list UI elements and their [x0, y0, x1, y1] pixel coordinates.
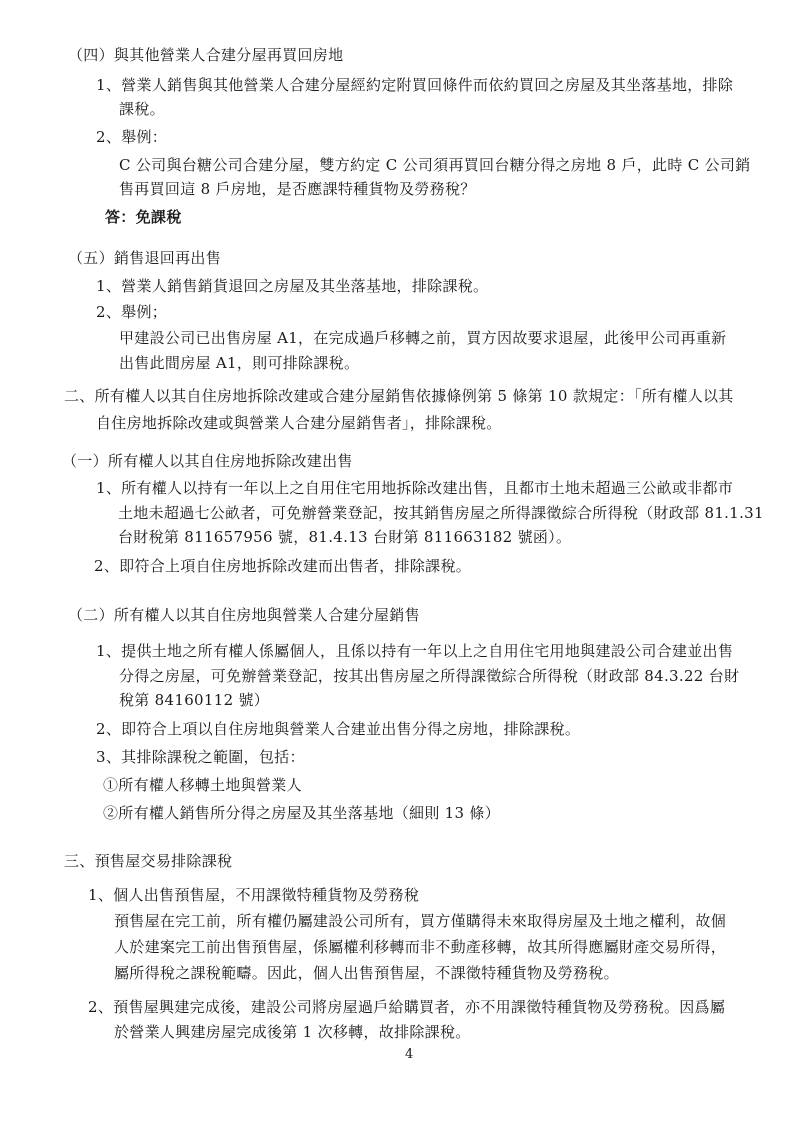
paragraph-line: 售再買回這 8 戶房地，是否應課特種貨物及勞務稅？ — [119, 180, 476, 198]
paragraph-line: 1、所有權人以持有一年以上之自用住宅用地拆除改建出售，且都市土地未超過三公畝或非都市 — [96, 479, 734, 497]
paragraph-line: 屬所得稅之課稅範疇。因此，個人出售預售屋，不課徵特種貨物及勞務稅。 — [114, 964, 619, 982]
paragraph-line: ②所有權人銷售所分得之房屋及其坐落基地（細則 13 條） — [103, 804, 501, 822]
paragraph-line: 課稅。 — [119, 100, 165, 118]
section-heading: （五）銷售退回再出售 — [68, 249, 222, 267]
paragraph-line: 稅第 84160112 號） — [119, 691, 270, 709]
list-item-label: 2、舉例： — [96, 128, 168, 146]
paragraph-line: 分得之房屋，可免辦營業登記，按其出售房屋之所得課徵綜合所得稅（財政部 84.3.22 台財 — [119, 667, 740, 685]
paragraph-line: 1、提供土地之所有權人係屬個人，且係以持有一年以上之自用住宅用地與建設公司合建並出售 — [96, 642, 734, 660]
paragraph-line: 土地未超過七公畝者，可免辦營業登記，按其銷售房屋之所得課徵綜合所得稅（財政部 81.1.31 — [118, 504, 764, 522]
section-heading: （二）所有權人以其自住房地與營業人合建分屋銷售 — [68, 606, 420, 624]
answer-text: 答：免課稅 — [105, 208, 182, 226]
paragraph-line: ①所有權人移轉土地與營業人 — [103, 776, 302, 794]
paragraph-line: 2、預售屋興建完成後，建設公司將房屋過戶給購買者，亦不用課徵特種貨物及勞務稅。因爲屬 — [88, 998, 726, 1016]
list-item-label: 2、舉例； — [96, 303, 168, 321]
paragraph-line: 自住房地拆除改建或與營業人合建分屋銷售者」，排除課稅。 — [96, 414, 502, 432]
paragraph-line: 2、即符合上項自住房地拆除改建而出售者，排除課稅。 — [94, 557, 472, 575]
main-section-heading: 二、所有權人以其自住房地拆除改建或合建分屋銷售依據條例第 5 條第 10 款規定：「所有權人以其 — [64, 387, 734, 405]
paragraph-line: 於營業人興建房屋完成後第 1 次移轉，故排除課稅。 — [114, 1023, 471, 1041]
paragraph-line: 1、營業人銷售銷貨退回之房屋及其坐落基地，排除課稅。 — [96, 277, 489, 295]
paragraph-line: 1、營業人銷售與其他營業人合建分屋經約定附買回條件而依約買回之房屋及其坐落基地，排除 — [96, 76, 734, 94]
paragraph-line: 3、其排除課稅之範圍，包括： — [96, 748, 305, 766]
paragraph-line: 甲建設公司已出售房屋 A1，在完成過戶移轉之前，買方因故要求退屋，此後甲公司再重新 — [119, 329, 727, 347]
paragraph-line: 預售屋在完工前，所有權仍屬建設公司所有，買方僅購得未來取得房屋及土地之權利，故個 — [114, 912, 727, 930]
page-number: 4 — [405, 1047, 414, 1062]
section-heading: （四）與其他營業人合建分屋再買回房地 — [68, 46, 344, 64]
section-heading: （一）所有權人以其自住房地拆除改建出售 — [62, 452, 353, 470]
paragraph-line: 人於建案完工前出售預售屋，係屬權利移轉而非不動產移轉，故其所得應屬財產交易所得， — [114, 938, 727, 956]
paragraph-line: 台財稅第 811657956 號，81.4.13 台財第 811663182 號函）。 — [118, 528, 572, 546]
paragraph-line: 1、個人出售預售屋，不用課徵特種貨物及勞務稅 — [88, 886, 420, 904]
paragraph-line: 出售此間房屋 A1，則可排除課稅。 — [119, 354, 360, 372]
paragraph-line: 2、即符合上項以自住房地與營業人合建並出售分得之房地，排除課稅。 — [96, 720, 581, 738]
main-section-heading: 三、預售屋交易排除課稅 — [64, 852, 233, 870]
paragraph-line: C 公司與台糖公司合建分屋，雙方約定 C 公司須再買回台糖分得之房地 8 戶，此時 C 公司銷 — [119, 156, 751, 174]
